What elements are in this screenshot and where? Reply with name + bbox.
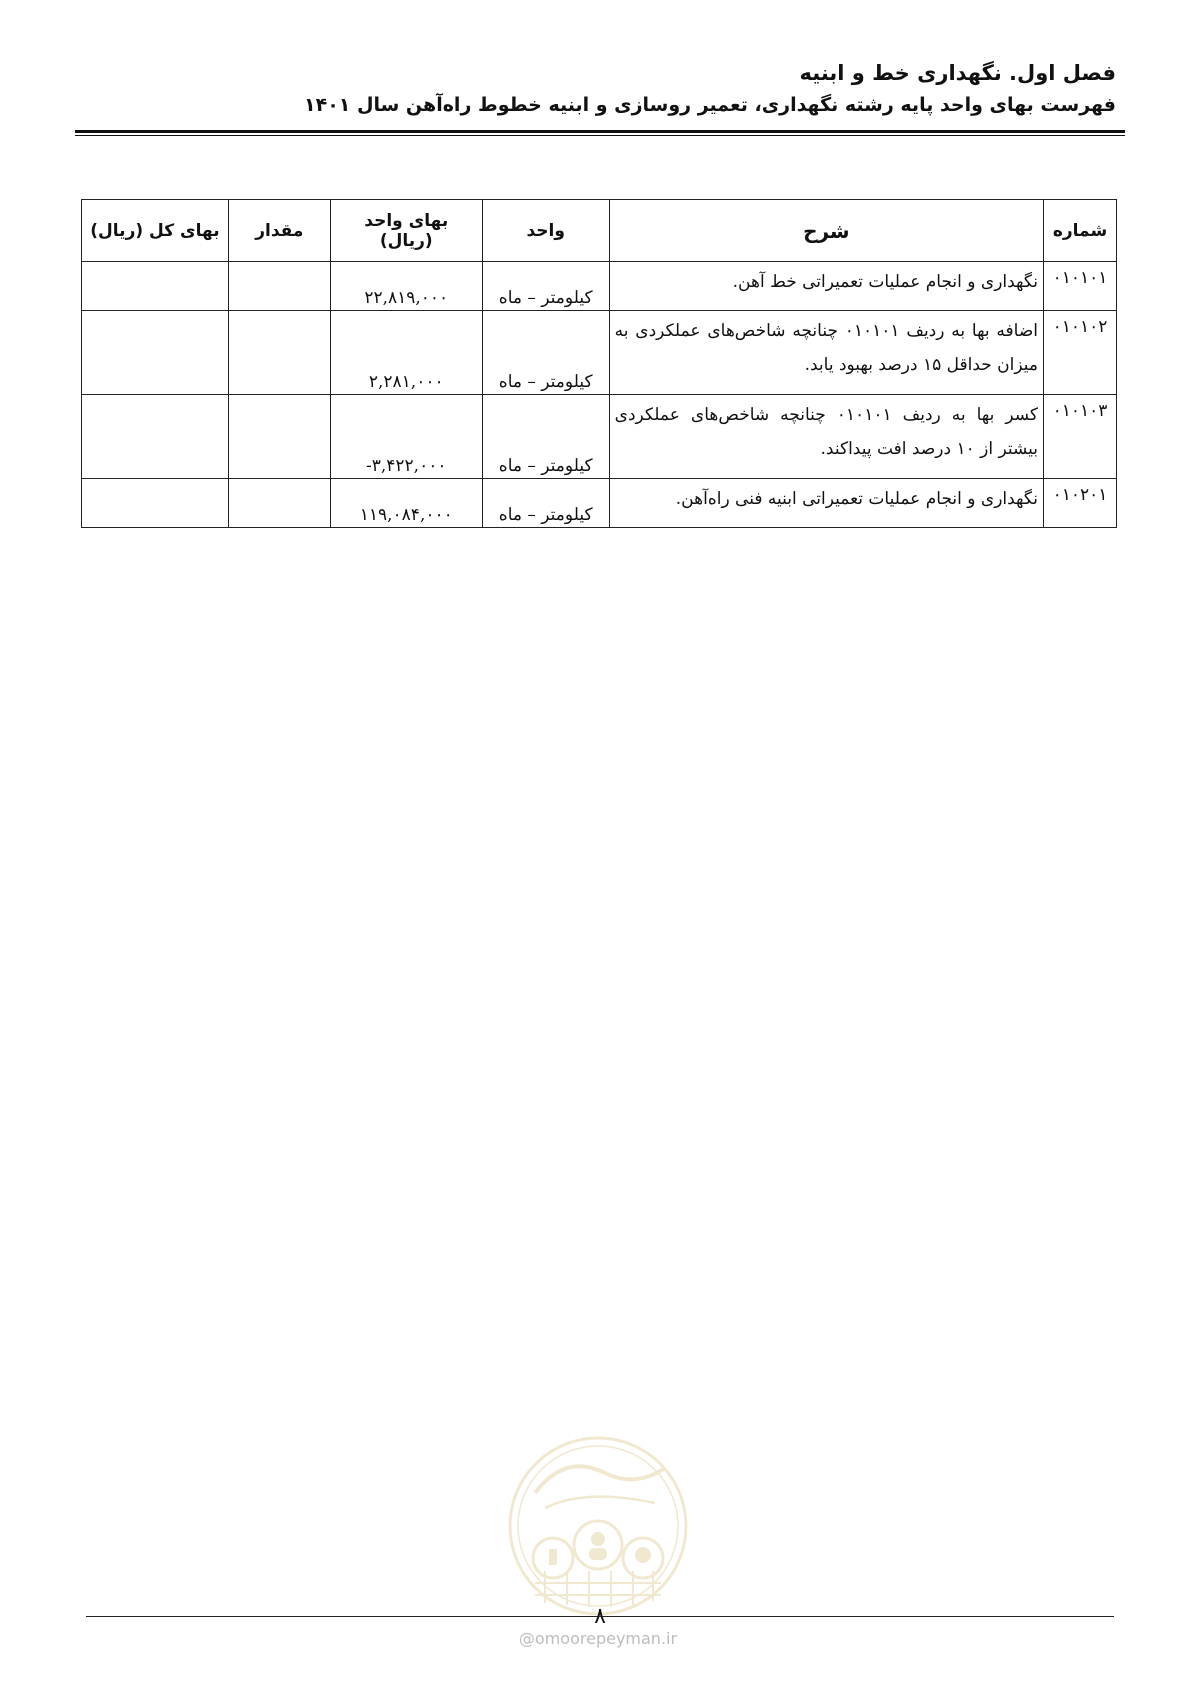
header-code: شماره [1044,200,1117,262]
header-unit: واحد [482,200,609,262]
row-unit: کیلومتر – ماه [482,262,609,311]
header-unit-price: بهای واحد (ریال) [330,200,482,262]
header-rule-thick [75,130,1125,133]
header-quantity: مقدار [228,200,330,262]
row-unit-price: ۱۱۹,۰۸۴,۰۰۰ [330,479,482,528]
row-code: ۰۱۰۲۰۱ [1044,479,1117,528]
row-description: کسر بها به ردیف ۰۱۰۱۰۱ چنانچه شاخص‌های عملکردی بیشتر از ۱۰ درصد افت پیداکند. [609,395,1043,479]
header-total: بهای کل (ریال) [82,200,229,262]
table-row [82,395,1117,479]
row-unit: کیلومتر – ماه [482,395,609,479]
row-description: نگهداری و انجام عملیات تعمیراتی ابنیه فنی راه‌آهن. [609,479,1043,528]
header-rule-thin [75,135,1125,136]
row-total [82,262,229,311]
row-quantity [228,311,330,395]
row-quantity [228,395,330,479]
table-row [82,311,1117,395]
row-total [82,479,229,528]
row-unit-price: -۳,۴۲۲,۰۰۰ [330,395,482,479]
chapter-title: فصل اول. نگهداری خط و ابنیه [799,61,1116,85]
row-total [82,395,229,479]
row-code: ۰۱۰۱۰۳ [1044,395,1117,479]
price-table [81,199,1117,528]
row-quantity [228,479,330,528]
row-unit: کیلومتر – ماه [482,479,609,528]
row-description: نگهداری و انجام عملیات تعمیراتی خط آهن. [609,262,1043,311]
row-quantity [228,262,330,311]
page-header [66,58,1116,120]
row-unit-price: ۲۲,۸۱۹,۰۰۰ [330,262,482,311]
site-watermark: @omoorepeyman.ir [518,1629,678,1648]
row-code: ۰۱۰۱۰۱ [1044,262,1117,311]
footer-rule [86,1616,1114,1617]
table-row [82,262,1117,311]
row-code: ۰۱۰۱۰۲ [1044,311,1117,395]
document-title: فهرست بهای واحد پایه رشته نگهداری، تعمیر روسازی و ابنیه خطوط راه‌آهن سال ۱۴۰۱ [304,94,1116,116]
row-unit: کیلومتر – ماه [482,311,609,395]
watermark-logo-icon [505,1433,691,1619]
row-total [82,311,229,395]
row-unit-price: ۲,۲۸۱,۰۰۰ [330,311,482,395]
table-header-row [82,200,1117,262]
row-description: اضافه بها به ردیف ۰۱۰۱۰۱ چنانچه شاخص‌های عملکردی به میزان حداقل ۱۵ درصد بهبود یابد. [609,311,1043,395]
table-row [82,479,1117,528]
header-description: شرح [609,200,1043,262]
